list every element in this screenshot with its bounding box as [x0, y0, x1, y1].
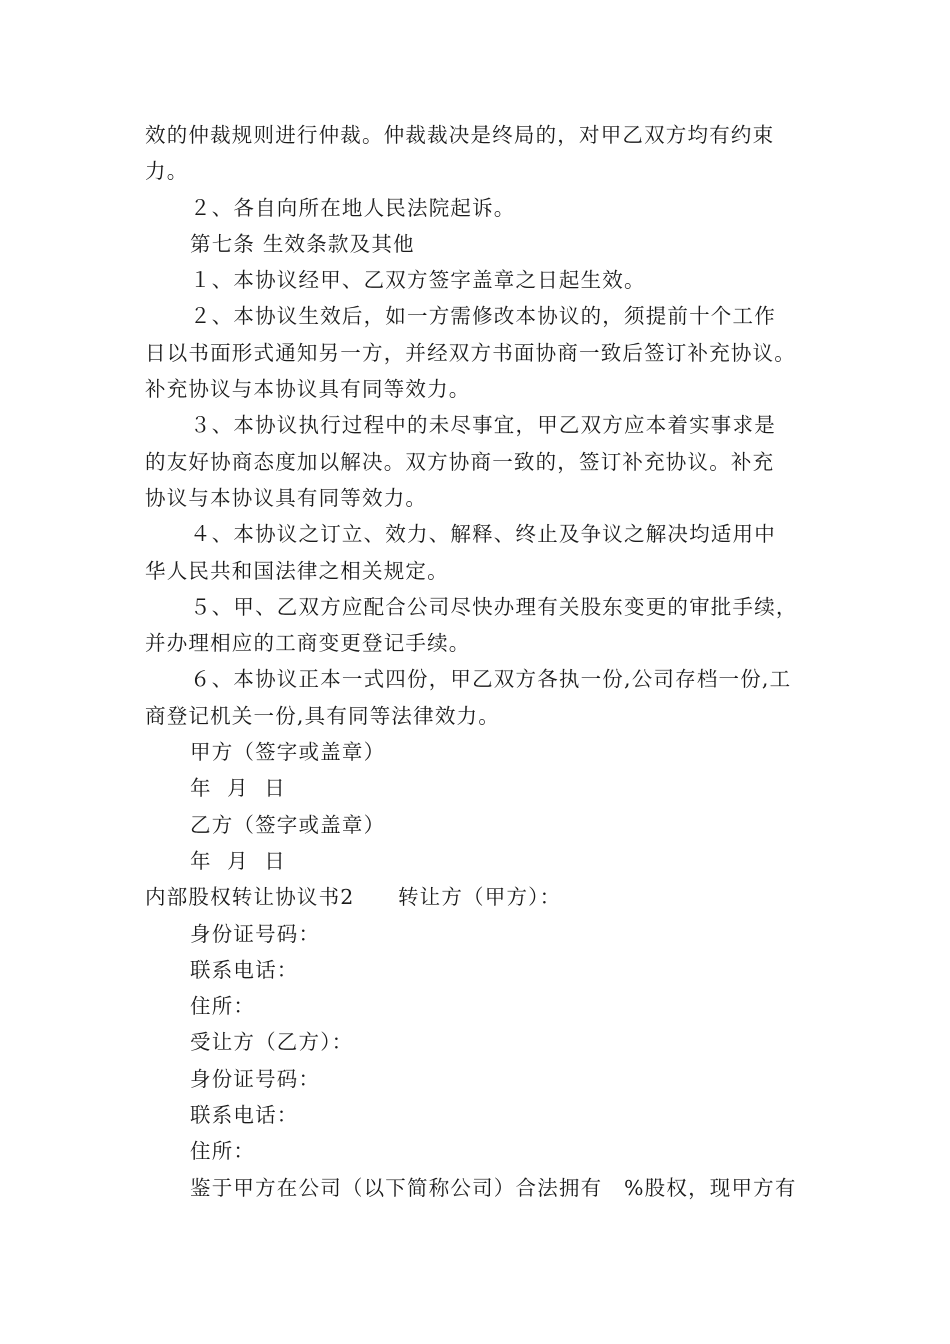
transferor-id-field: 身份证号码： [190, 921, 321, 946]
text-line: ５、甲、乙双方应配合公司尽快办理有关股东变更的审批手续， [190, 594, 798, 619]
text-line: 华人民共和国法律之相关规定。 [145, 558, 449, 583]
text-line: 协议与本协议具有同等效力。 [145, 485, 428, 510]
party-a-date-line: 年 月 日 [190, 776, 286, 801]
text-line: 商登记机关一份,具有同等法律效力。 [145, 703, 500, 728]
transferee-id-field: 身份证号码： [190, 1066, 321, 1091]
text-line: ６、本协议正本一式四份，甲乙双方各执一份,公司存档一份,工 [190, 667, 792, 692]
transferor-phone-field: 联系电话： [190, 957, 299, 982]
text-line: ４、本协议之订立、效力、解释、终止及争议之解决均适用中 [190, 522, 776, 547]
transferor-address-field: 住所： [190, 994, 256, 1019]
party-a-signature-line: 甲方（签字或盖章） [190, 740, 386, 765]
agreement-title-line: 内部股权转让协议书2 转让方（甲方）： [145, 885, 562, 910]
transferee-phone-field: 联系电话： [190, 1103, 299, 1128]
text-line: 日以书面形式通知另一方，并经双方书面协商一致后签订补充协议。 [145, 340, 796, 365]
text-line: 力。 [145, 159, 189, 184]
party-b-signature-line: 乙方（签字或盖章） [190, 812, 386, 837]
transferee-address-field: 住所： [190, 1139, 256, 1164]
transferee-label: 受让方（乙方）： [190, 1030, 354, 1055]
text-line: 的友好协商态度加以解决。双方协商一致的，签订补充协议。补充 [145, 449, 775, 474]
text-line: ３、本协议执行过程中的未尽事宜，甲乙双方应本着实事求是 [190, 413, 776, 438]
text-line: 并办理相应的工商变更登记手续。 [145, 631, 471, 656]
section-heading: 第七条 生效条款及其他 [190, 231, 415, 256]
text-line: 补充协议与本协议具有同等效力。 [145, 377, 471, 402]
text-line: １、本协议经甲、乙双方签字盖章之日起生效。 [190, 268, 646, 293]
text-line: 鉴于甲方在公司（以下简称公司）合法拥有 %股权，现甲方有 [190, 1175, 797, 1200]
party-b-date-line: 年 月 日 [190, 848, 286, 873]
document-body [145, 117, 825, 1206]
text-line: ２、各自向所在地人民法院起诉。 [190, 195, 516, 220]
text-line: 效的仲裁规则进行仲裁。仲裁裁决是终局的，对甲乙双方均有约束 [145, 123, 775, 147]
text-line: ２、本协议生效后，如一方需修改本协议的，须提前十个工作 [190, 304, 776, 329]
